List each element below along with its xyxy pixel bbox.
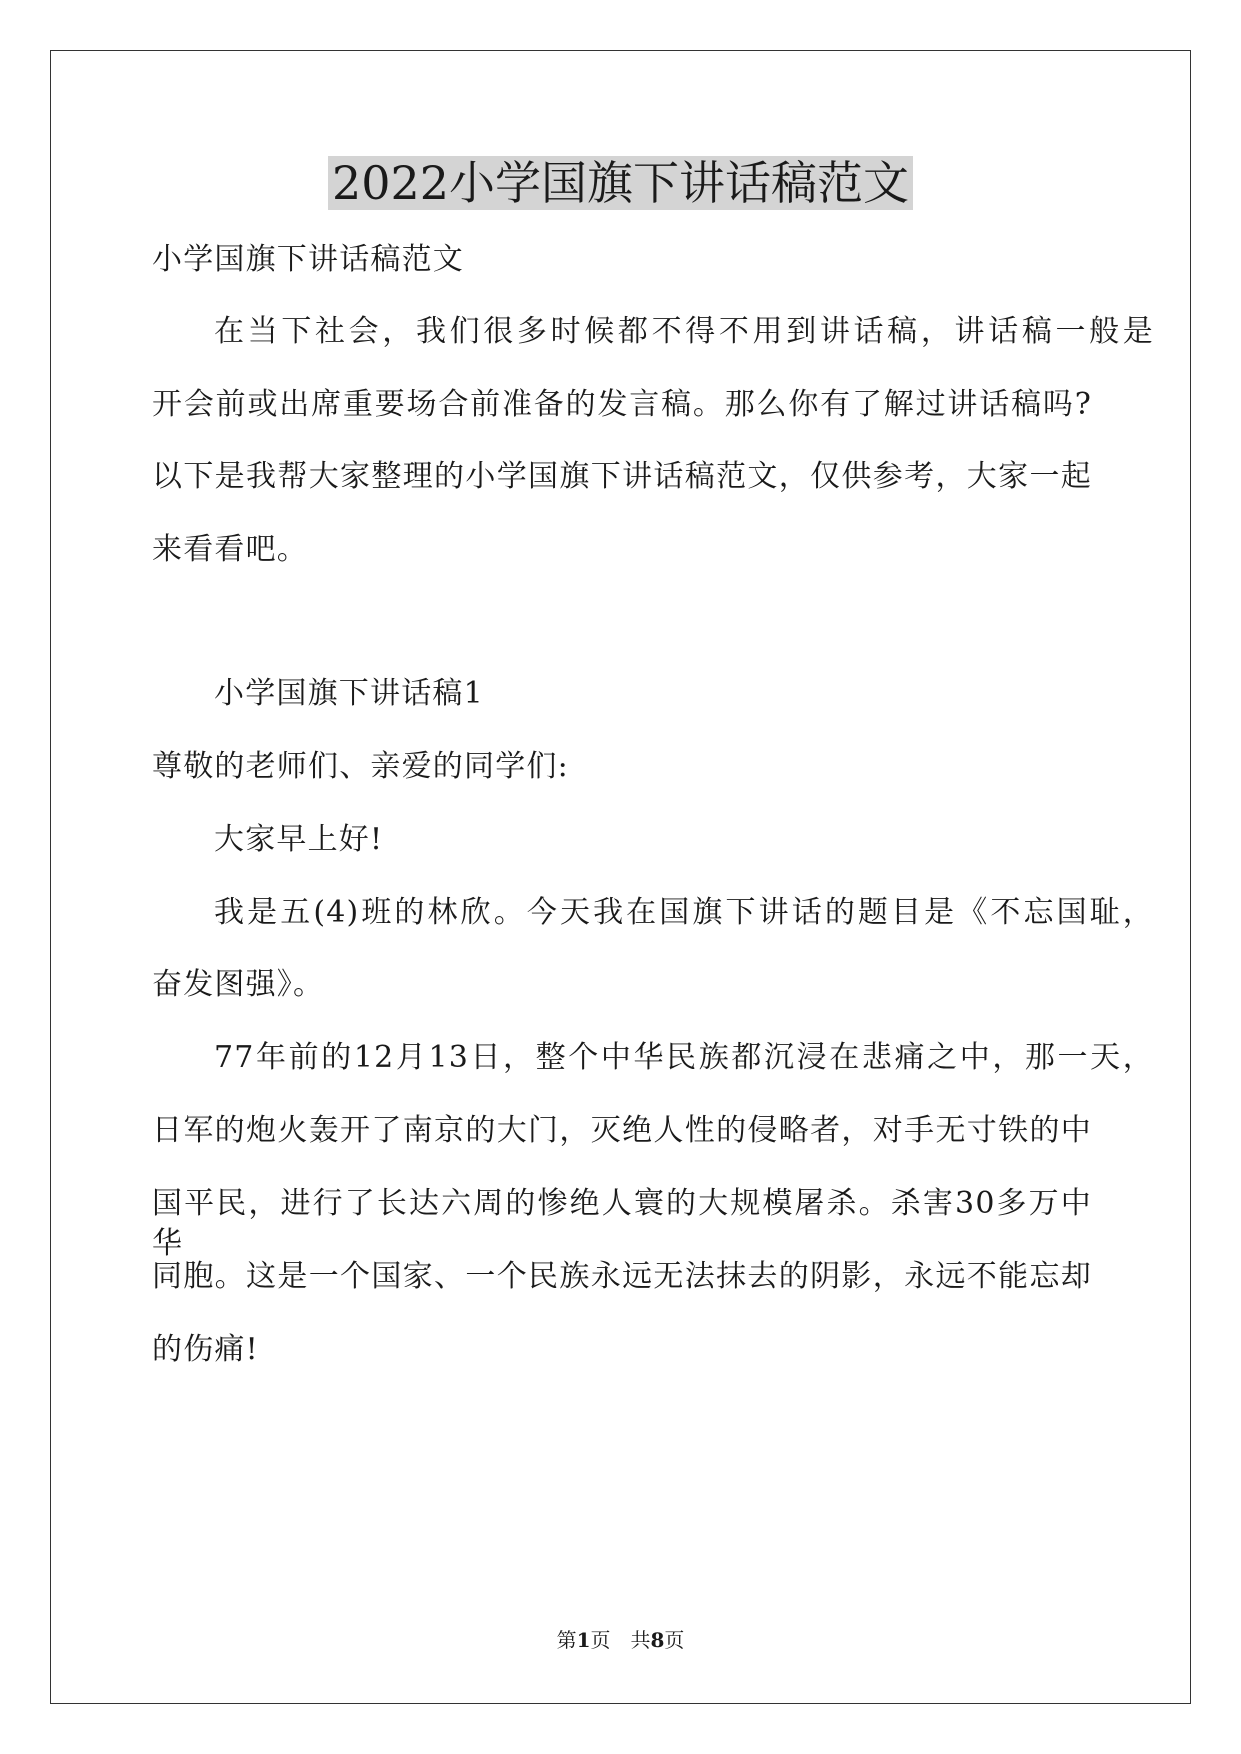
paragraph-line: 以下是我帮大家整理的小学国旗下讲话稿范文，仅供参考，大家一起 (152, 459, 1092, 494)
footer-mid: 页 共 (590, 1628, 651, 1652)
paragraph-line: 的伤痛! (152, 1332, 259, 1367)
paragraph-line: 国平民，进行了长达六周的惨绝人寰的大规模屠杀。杀害30多万中华 (152, 1186, 1092, 1261)
salutation: 尊敬的老师们、亲爱的同学们: (152, 749, 569, 784)
page-footer (0, 1628, 1241, 1652)
total-pages-number: 8 (650, 1628, 665, 1652)
paragraph-line: 日军的炮火轰开了南京的大门，灭绝人性的侵略者，对手无寸铁的中 (152, 1113, 1092, 1148)
paragraph-line: 同胞。这是一个国家、一个民族永远无法抹去的阴影，永远不能忘却 (152, 1259, 1092, 1294)
paragraph-line: 我是五(4)班的林欣。今天我在国旗下讲话的题目是《不忘国耻， (214, 895, 1154, 930)
paragraph-line: 开会前或出席重要场合前准备的发言稿。那么你有了解过讲话稿吗? (152, 387, 1092, 422)
paragraph-line: 在当下社会，我们很多时候都不得不用到讲话稿，讲话稿一般是 (214, 314, 1154, 349)
footer-suffix: 页 (664, 1628, 685, 1652)
greeting: 大家早上好! (214, 822, 384, 857)
page-border (50, 50, 1191, 1704)
paragraph-line: 奋发图强》。 (152, 967, 325, 1002)
document-title: 2022小学国旗下讲话稿范文 (0, 152, 1241, 214)
current-page-number: 1 (576, 1628, 591, 1652)
paragraph-line: 来看看吧。 (152, 532, 308, 567)
paragraph-line: 77年前的12月13日，整个中华民族都沉浸在悲痛之中，那一天， (214, 1040, 1154, 1075)
subtitle: 小学国旗下讲话稿范文 (152, 242, 464, 277)
section-heading: 小学国旗下讲话稿1 (214, 676, 484, 711)
footer-prefix: 第 (556, 1628, 577, 1652)
